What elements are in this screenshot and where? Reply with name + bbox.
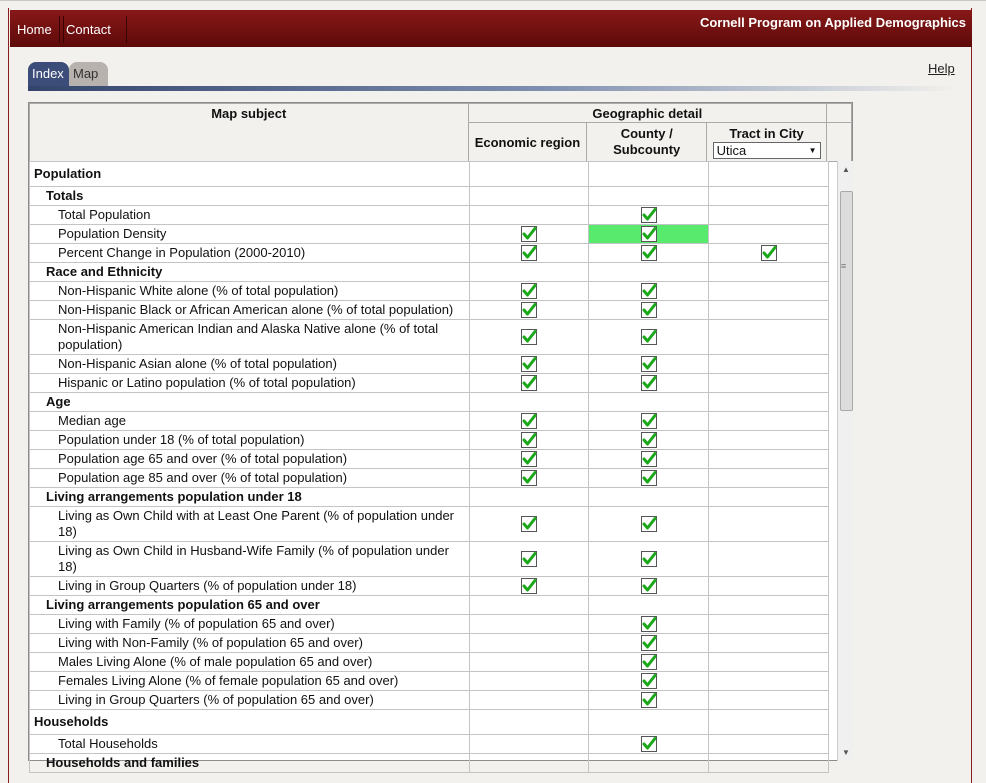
cell-region[interactable] [470, 320, 589, 355]
checkmark-icon[interactable] [521, 413, 537, 429]
table-row [30, 615, 829, 634]
checkmark-icon[interactable] [641, 356, 657, 372]
cell-tract [709, 672, 829, 691]
row-label[interactable]: Non-Hispanic Asian alone (% of total population) [30, 355, 470, 374]
row-label: Totals [30, 187, 470, 206]
checkmark-icon[interactable] [641, 635, 657, 651]
cell-tract [709, 596, 829, 615]
row-label[interactable]: Total Population [30, 206, 470, 225]
cell-tract [709, 469, 829, 488]
row-label[interactable]: Percent Change in Population (2000-2010) [30, 244, 470, 263]
cell-county[interactable] [589, 577, 709, 596]
cell-county [589, 596, 709, 615]
cell-tract [709, 282, 829, 301]
checkmark-icon[interactable] [641, 432, 657, 448]
cell-region [470, 596, 589, 615]
cell-region [470, 691, 589, 710]
cell-tract [709, 754, 829, 773]
cell-region [470, 754, 589, 773]
header-county-subcounty: County / Subcounty [587, 123, 707, 162]
table-row [30, 301, 829, 320]
cell-county[interactable] [589, 450, 709, 469]
cell-tract [709, 301, 829, 320]
header-map-subject: Map subject [30, 104, 469, 162]
row-label[interactable]: Males Living Alone (% of male population 65 and over) [30, 653, 470, 672]
cell-tract [709, 206, 829, 225]
map-subject-grid [28, 102, 853, 770]
checkmark-icon[interactable] [521, 302, 537, 318]
cell-county [589, 754, 709, 773]
cell-region[interactable] [470, 542, 589, 577]
cell-county[interactable] [589, 431, 709, 450]
checkmark-icon[interactable] [521, 375, 537, 391]
table-section-row [30, 393, 829, 412]
tab-index[interactable]: Index [28, 62, 69, 86]
checkmark-icon[interactable] [641, 207, 657, 223]
row-label: Living arrangements population 65 and over [30, 596, 470, 615]
cell-county[interactable] [589, 244, 709, 263]
cell-region[interactable] [470, 431, 589, 450]
row-label[interactable]: Living as Own Child in Husband-Wife Family (% of population under 18) [30, 542, 470, 577]
table-section-row [30, 596, 829, 615]
table-section-row [30, 187, 829, 206]
cell-tract [709, 355, 829, 374]
cell-county[interactable] [589, 374, 709, 393]
checkmark-icon[interactable] [641, 470, 657, 486]
table-row [30, 469, 829, 488]
cell-county [589, 710, 709, 735]
right-border [971, 8, 972, 783]
checkmark-icon[interactable] [641, 226, 657, 242]
row-label[interactable]: Living with Non-Family (% of population 65 and over) [30, 634, 470, 653]
row-label[interactable]: Population under 18 (% of total population) [30, 431, 470, 450]
vertical-scrollbar[interactable] [837, 161, 854, 761]
cell-tract [709, 263, 829, 282]
checkmark-icon[interactable] [521, 356, 537, 372]
row-label[interactable]: Living with Family (% of population 65 and over) [30, 615, 470, 634]
table-row [30, 507, 829, 542]
cell-region [470, 710, 589, 735]
cell-county[interactable] [589, 542, 709, 577]
scroll-grip-icon: ≡ [840, 261, 847, 271]
cell-county[interactable] [589, 225, 709, 244]
tract-city-select[interactable] [713, 142, 821, 159]
table-row [30, 431, 829, 450]
checkmark-icon[interactable] [521, 551, 537, 567]
table-row [30, 225, 829, 244]
cell-county[interactable] [589, 634, 709, 653]
row-label[interactable]: Median age [30, 412, 470, 431]
checkmark-icon[interactable] [521, 283, 537, 299]
table-row [30, 672, 829, 691]
checkmark-icon[interactable] [521, 451, 537, 467]
cell-region[interactable] [470, 450, 589, 469]
table-row [30, 355, 829, 374]
cell-region[interactable] [470, 355, 589, 374]
help-link[interactable]: Help [928, 61, 955, 76]
cell-tract [709, 225, 829, 244]
cell-county [589, 393, 709, 412]
row-label[interactable]: Living as Own Child with at Least One Parent (% of population under 18) [30, 507, 470, 542]
cell-region [470, 653, 589, 672]
table-section-row [30, 162, 829, 187]
cell-region [470, 634, 589, 653]
cell-county[interactable] [589, 735, 709, 754]
checkmark-icon[interactable] [521, 516, 537, 532]
cell-region [470, 615, 589, 634]
table-row [30, 206, 829, 225]
header-economic-region: Economic region [468, 123, 587, 162]
cell-county[interactable] [589, 691, 709, 710]
checkmark-icon[interactable] [521, 226, 537, 242]
tab-underline [28, 86, 958, 91]
dropdown-arrow-icon: ▼ [808, 145, 817, 155]
cell-tract [709, 450, 829, 469]
table-section-row [30, 263, 829, 282]
checkmark-icon[interactable] [641, 451, 657, 467]
cell-county[interactable] [589, 206, 709, 225]
cell-tract [709, 634, 829, 653]
checkmark-icon[interactable] [641, 616, 657, 632]
checkmark-icon[interactable] [761, 245, 777, 261]
table-section-row [30, 710, 829, 735]
cell-region[interactable] [470, 374, 589, 393]
brand-title: Cornell Program on Applied Demographics [699, 15, 966, 30]
cell-tract [709, 577, 829, 596]
row-label[interactable]: Population age 85 and over (% of total population) [30, 469, 470, 488]
table-row [30, 374, 829, 393]
checkmark-icon[interactable] [641, 578, 657, 594]
table-row [30, 634, 829, 653]
scroll-thumb[interactable] [840, 191, 853, 411]
cell-county[interactable] [589, 282, 709, 301]
row-label[interactable]: Non-Hispanic American Indian and Alaska Native alone (% of total population) [30, 320, 470, 355]
cell-tract [709, 507, 829, 542]
cell-county[interactable] [589, 653, 709, 672]
checkmark-icon[interactable] [641, 413, 657, 429]
header-tract-label: Tract in City [729, 125, 804, 141]
scroll-up-icon[interactable]: ▲ [842, 165, 850, 174]
checkmark-icon[interactable] [641, 245, 657, 261]
checkmark-icon[interactable] [521, 329, 537, 345]
nav-home-link[interactable]: Home [11, 16, 64, 43]
table-row [30, 282, 829, 301]
row-label: Population [30, 162, 470, 187]
cell-county [589, 488, 709, 507]
table-row [30, 577, 829, 596]
header-geographic-detail: Geographic detail [468, 104, 827, 123]
table-row [30, 412, 829, 431]
row-label[interactable]: Females Living Alone (% of female population 65 and over) [30, 672, 470, 691]
checkmark-icon[interactable] [641, 302, 657, 318]
cell-tract [709, 691, 829, 710]
cell-region [470, 488, 589, 507]
cell-county[interactable] [589, 615, 709, 634]
checkmark-icon[interactable] [521, 245, 537, 261]
cell-county[interactable] [589, 469, 709, 488]
cell-tract [709, 393, 829, 412]
table-section-row [30, 488, 829, 507]
cell-county [589, 187, 709, 206]
checkmark-icon[interactable] [521, 470, 537, 486]
grid-body [29, 161, 829, 770]
cell-region[interactable] [470, 412, 589, 431]
checkmark-icon[interactable] [641, 551, 657, 567]
grid-rows [30, 162, 829, 773]
table-section-row [30, 754, 829, 773]
cell-region[interactable] [470, 282, 589, 301]
cell-region [470, 672, 589, 691]
cell-region[interactable] [470, 507, 589, 542]
cell-tract [709, 735, 829, 754]
cell-county[interactable] [589, 355, 709, 374]
header-bar [10, 10, 972, 47]
cell-region[interactable] [470, 301, 589, 320]
table-row [30, 450, 829, 469]
checkmark-icon[interactable] [641, 692, 657, 708]
row-label: Age [30, 393, 470, 412]
checkmark-icon[interactable] [641, 375, 657, 391]
row-label[interactable]: Population Density [30, 225, 470, 244]
row-label[interactable]: Population age 65 and over (% of total population) [30, 450, 470, 469]
cell-region [470, 206, 589, 225]
checkmark-icon[interactable] [641, 516, 657, 532]
cell-tract [709, 710, 829, 735]
checkmark-icon[interactable] [641, 736, 657, 752]
checkmark-icon[interactable] [521, 432, 537, 448]
row-label[interactable]: Non-Hispanic White alone (% of total population) [30, 282, 470, 301]
cell-tract [709, 615, 829, 634]
checkmark-icon[interactable] [641, 283, 657, 299]
cell-county[interactable] [589, 301, 709, 320]
row-label: Race and Ethnicity [30, 263, 470, 282]
checkmark-icon[interactable] [641, 329, 657, 345]
cell-tract [709, 542, 829, 577]
cell-region[interactable] [470, 469, 589, 488]
cell-tract [709, 374, 829, 393]
cell-county[interactable] [589, 672, 709, 691]
cell-tract [709, 187, 829, 206]
tract-city-value: Utica [716, 142, 747, 158]
cell-county[interactable] [589, 507, 709, 542]
cell-tract [709, 653, 829, 672]
row-label[interactable]: Living in Group Quarters (% of population 65 and over) [30, 691, 470, 710]
row-label[interactable]: Total Households [30, 735, 470, 754]
cell-region [470, 187, 589, 206]
nav-contact-link[interactable]: Contact [59, 16, 127, 43]
cell-county[interactable] [589, 412, 709, 431]
checkmark-icon[interactable] [641, 673, 657, 689]
row-label: Households [30, 710, 470, 735]
header-tract-in-city [707, 123, 827, 162]
checkmark-icon[interactable] [521, 578, 537, 594]
cell-region [470, 393, 589, 412]
table-row [30, 691, 829, 710]
table-row [30, 244, 829, 263]
cell-county[interactable] [589, 320, 709, 355]
scroll-down-icon[interactable]: ▼ [842, 748, 850, 757]
table-row [30, 320, 829, 355]
grid-header [29, 103, 852, 162]
cell-region [470, 162, 589, 187]
table-row [30, 735, 829, 754]
cell-region [470, 735, 589, 754]
row-label[interactable]: Hispanic or Latino population (% of total population) [30, 374, 470, 393]
row-label: Households and families [30, 754, 470, 773]
cell-tract [709, 431, 829, 450]
left-border [8, 8, 9, 783]
cell-region[interactable] [470, 225, 589, 244]
cell-county [589, 162, 709, 187]
cell-tract [709, 320, 829, 355]
table-row [30, 653, 829, 672]
table-row [30, 542, 829, 577]
cell-region[interactable] [470, 577, 589, 596]
header-spacer [827, 123, 852, 162]
cell-region[interactable] [470, 244, 589, 263]
row-label[interactable]: Non-Hispanic Black or African American alone (% of total population) [30, 301, 470, 320]
row-label: Living arrangements population under 18 [30, 488, 470, 507]
cell-region [470, 263, 589, 282]
checkmark-icon[interactable] [641, 654, 657, 670]
header-spacer [827, 104, 852, 123]
cell-tract[interactable] [709, 244, 829, 263]
tab-map[interactable]: Map [69, 62, 108, 86]
cell-tract [709, 488, 829, 507]
cell-tract [709, 412, 829, 431]
row-label[interactable]: Living in Group Quarters (% of population under 18) [30, 577, 470, 596]
cell-tract [709, 162, 829, 187]
cell-county [589, 263, 709, 282]
